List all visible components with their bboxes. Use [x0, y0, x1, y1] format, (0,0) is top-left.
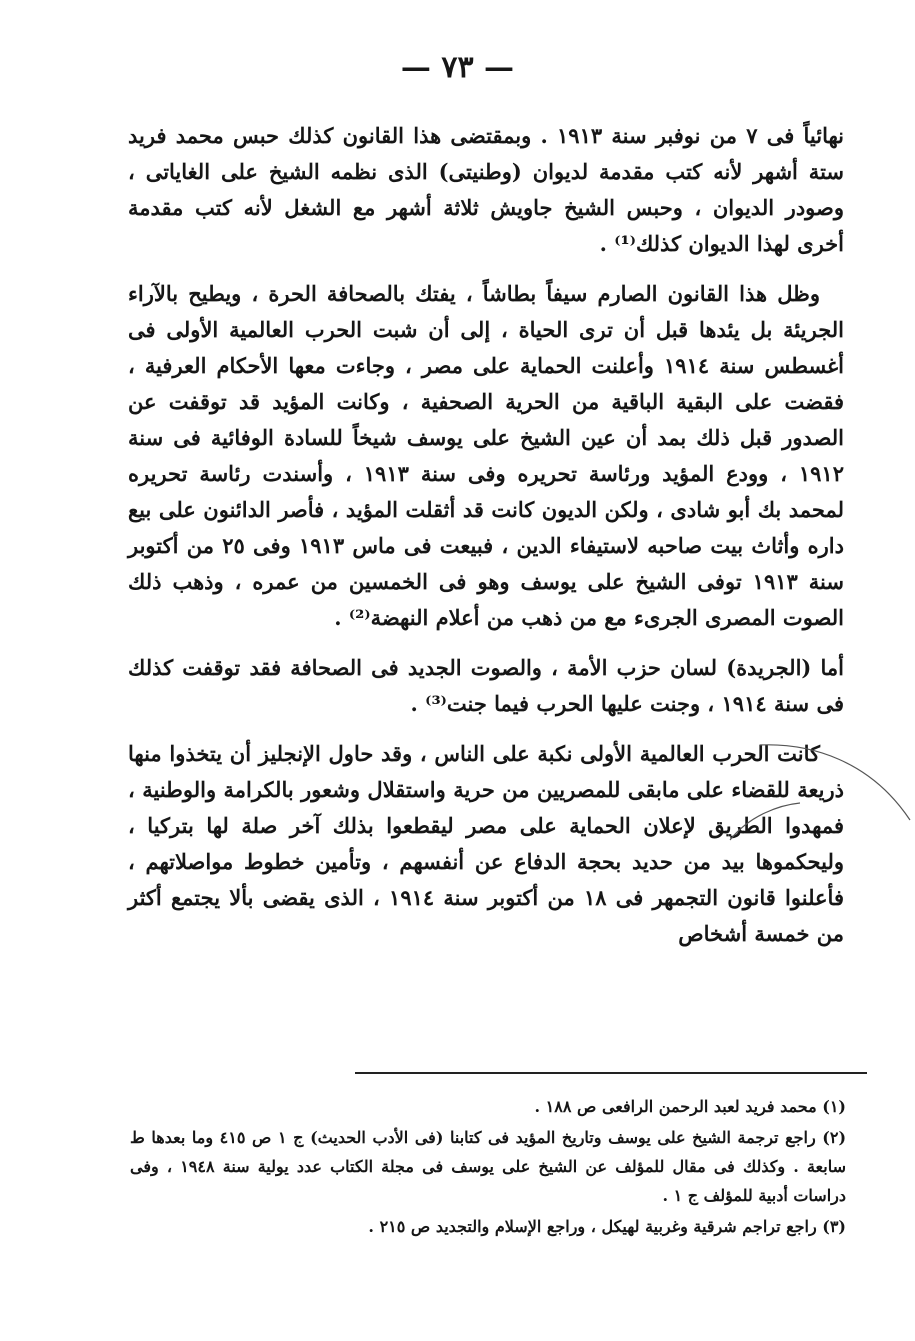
paragraph-4: كانت الحرب العالمية الأولى نكبة على الناس ، وقد حاول الإنجليز أن يتخذوا منها ذريعة للقضاء على مابقى للمصريين من حرية واستقلال وشعور بالكرامة والوطنية ، فمهدوا الطريق لإعلان الحماية على مصر ليقطعوا بذلك آخر صلة لها بتركيا ، وليحكموها بيد من حديد بحجة الدفاع عن أنفسهم ، وتأمين خطوط مواصلاتهم ، فأعلنوا قانون التجمهر فى ١٨ من أكتوبر سنة ١٩١٤ ، الذى يقضى بألا يجتمع أكثر من خمسة أشخاص [128, 741, 844, 946]
paragraph-2: وظل هذا القانون الصارم سيفاً بطاشاً ، يفتك بالصحافة الحرة ، ويطيح بالآراء الجريئة بل يئدها قبل أن ترى الحياة ، إلى أن شبت الحرب العالمية الأولى فى أغسطس سنة ١٩١٤ وأعلنت الحماية على مصر ، وجاءت معها الأحكام العرفية ، فقضت على البقية الباقية من الحرية الصحفية ، وكانت المؤيد قد توقفت عن الصدور قبل ذلك بمد أن عين الشيخ على يوسف شيخاً للسادة الوفائية فى سنة ١٩١٢ ، وودع المؤيد ورئاسة تحريره وفى سنة ١٩١٣ ، وأسندت رئاسة تحريره لمحمد بك أبو شادى ، ولكن الديون كانت قد أثقلت المؤيد ، فأصر الدائنون على بيع داره وأثاث بيت صاحبه لاستيفاء الدين ، فبيعت فى ماس ١٩١٣ وفى ٢٥ من أكتوبر سنة ١٩١٣ توفى الشيخ على يوسف وهو فى الخمسين من عمره ، وذهب ذلك الصوت المصرى الجرىء مع من ذهب من أعلام النهضة⁽²⁾ . [128, 281, 844, 630]
paragraph-1: نهائياً فى ٧ من نوفبر سنة ١٩١٣ . وبمقتضى هذا القانون كذلك حبس محمد فريد ستة أشهر لأنه كتب مقدمة لديوان (وطنيتى) الذى نظمه الشيخ على الغاياتى ، وصودر الديوان ، وحبس الشيخ جاويش ثلاثة أشهر مع الشغل لأنه كتب مقدمة أخرى لهذا الديوان كذلك⁽¹⁾ . [128, 123, 844, 256]
footnote-1: (١) محمد فريد لعبد الرحمن الرافعى ص ١٨٨ . [534, 1097, 846, 1116]
footnotes [130, 1092, 846, 1243]
footnote-separator [355, 1072, 867, 1074]
page-number: — ٧٣ — [400, 50, 515, 85]
pencil-mark-icon [720, 735, 915, 845]
paragraph-3: أما (الجريدة) لسان حزب الأمة ، والصوت الجديد فى الصحافة فقد توقفت كذلك فى سنة ١٩١٤ ، وجنت عليها الحرب فيما جنت⁽³⁾ . [128, 655, 844, 716]
footnote-2: (٢) راجع ترجمة الشيخ على يوسف وتاريخ المؤيد فى كتابنا (فى الأدب الحديث) ج ١ ص ٤١٥ وما بعدها ط سابعة . وكذلك فى مقال للمؤلف عن الشيخ على يوسف فى مجلة الكتاب عدد يولية سنة ١٩٤٨ ، وفى دراسات أدبية للمؤلف ج ١ . [130, 1128, 847, 1205]
footnote-3: (٣) راجع تراجم شرقية وغربية لهيكل ، وراجع الإسلام والتجديد ص ٢١٥ . [368, 1217, 846, 1236]
